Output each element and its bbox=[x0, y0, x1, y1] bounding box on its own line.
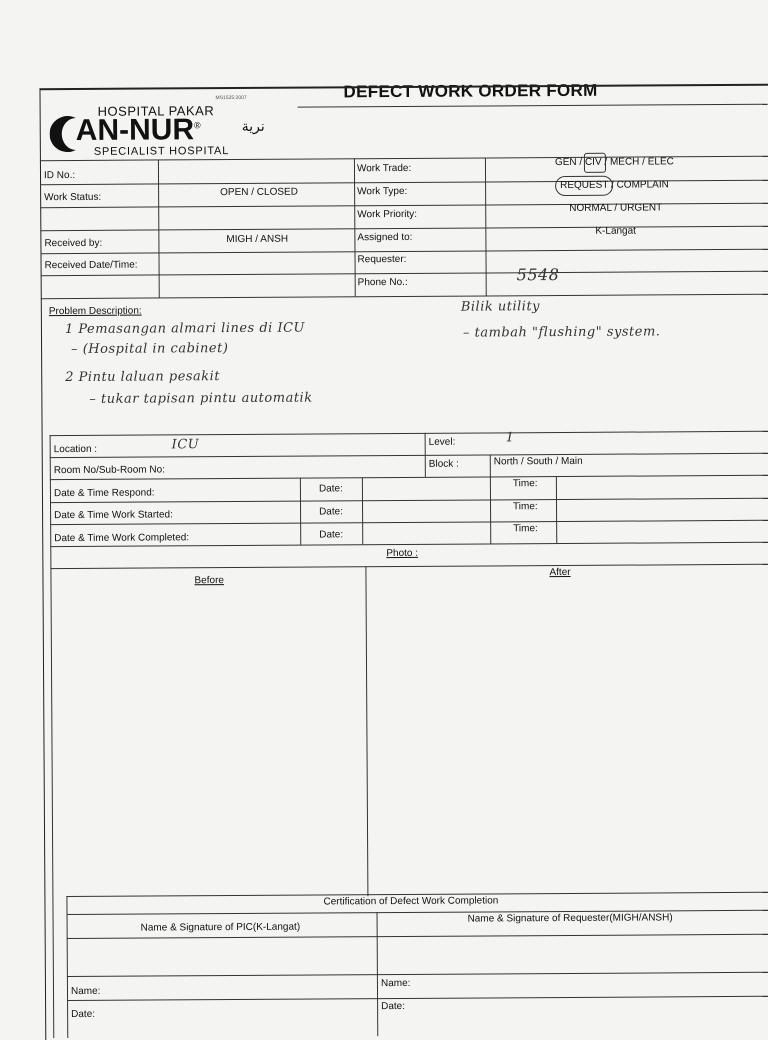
id-label: ID No.: bbox=[43, 169, 76, 182]
problem-line-1: 1 Pemasangan almari lines di ICU bbox=[64, 320, 306, 338]
requester-date-label: Date: bbox=[381, 1000, 406, 1013]
assigned-to-value: K-Langat bbox=[595, 225, 636, 237]
phone-label: Phone No.: bbox=[357, 276, 408, 289]
pic-name-label: Name: bbox=[70, 985, 101, 998]
requester-label: Requester: bbox=[357, 253, 407, 266]
problem-description-label: Problem Description: bbox=[48, 305, 142, 318]
logo-standard-text: MS1525:2007 bbox=[215, 94, 247, 102]
pic-signature-label: Name & Signature of PIC(K-Langat) bbox=[140, 921, 301, 934]
work-type-label: Work Type: bbox=[357, 185, 408, 198]
problem-line-4: – tukar tapisan pintu automatik bbox=[89, 390, 313, 407]
problem-line-2: – (Hospital in cabinet) bbox=[71, 341, 229, 358]
problem-line-3: 2 Pintu laluan pesakit bbox=[65, 369, 221, 386]
photo-before-label: Before bbox=[194, 575, 224, 587]
received-datetime-label: Received Date/Time: bbox=[44, 259, 138, 272]
completed-date-label: Date: bbox=[319, 529, 344, 541]
pic-date-label: Date: bbox=[71, 1008, 96, 1021]
photo-after-area bbox=[371, 588, 768, 890]
work-status-value: OPEN / CLOSED bbox=[220, 186, 298, 199]
problem-side-note-1: Bilik utility bbox=[460, 299, 541, 315]
certification-heading: Certification of Defect Work Completion bbox=[323, 895, 499, 908]
photo-label: Photo : bbox=[386, 547, 419, 560]
started-label: Date & Time Work Started: bbox=[54, 509, 173, 522]
phone-value: 5548 bbox=[516, 265, 560, 285]
work-trade-label: Work Trade: bbox=[356, 162, 412, 175]
requester-name-label: Name: bbox=[380, 977, 411, 990]
form-title: DEFECT WORK ORDER FORM bbox=[343, 80, 598, 102]
started-date-label: Date: bbox=[319, 506, 344, 518]
work-priority-label: Work Priority: bbox=[357, 208, 418, 221]
logo-hospital-pakar: HOSPITAL PAKAR bbox=[97, 103, 215, 119]
level-label: Level: bbox=[428, 436, 456, 448]
work-priority-value: NORMAL / URGENT bbox=[569, 202, 663, 214]
completed-label: Date & Time Work Completed: bbox=[54, 532, 190, 545]
location-label: Location : bbox=[53, 443, 98, 456]
request-circle-mark bbox=[555, 176, 613, 196]
respond-date-label: Date: bbox=[318, 483, 343, 495]
arabic-logo-text: نرية bbox=[241, 118, 265, 135]
block-label: Block : bbox=[428, 458, 459, 470]
room-label: Room No/Sub-Room No: bbox=[53, 464, 166, 477]
received-by-label: Received by: bbox=[44, 237, 103, 250]
respond-time-label: Time: bbox=[512, 478, 538, 490]
location-value: ICU bbox=[171, 437, 200, 453]
requester-signature-label: Name & Signature of Requester(MIGH/ANSH) bbox=[467, 912, 673, 925]
logo-specialist-hospital: SPECIALIST HOSPITAL bbox=[93, 145, 230, 158]
completed-time-label: Time: bbox=[513, 523, 538, 535]
assigned-to-label: Assigned to: bbox=[357, 231, 413, 244]
work-trade-value: GEN / CIV / MECH / ELEC bbox=[554, 156, 674, 169]
work-status-label: Work Status: bbox=[44, 191, 102, 204]
logo-an-nur: AN-NUR® bbox=[75, 113, 201, 147]
work-type-value: REQUEST / COMPLAIN bbox=[560, 179, 669, 192]
civ-circle-mark bbox=[584, 153, 606, 173]
received-by-value: MIGH / ANSH bbox=[226, 233, 289, 246]
photo-after-label: After bbox=[549, 566, 571, 579]
respond-label: Date & Time Respond: bbox=[53, 487, 155, 500]
photo-before-area bbox=[55, 590, 363, 892]
level-value: 1 bbox=[505, 430, 515, 446]
started-time-label: Time: bbox=[513, 501, 538, 513]
problem-side-note-2: – tambah "flushing" system. bbox=[462, 324, 661, 341]
block-value: North / South / Main bbox=[493, 455, 583, 468]
